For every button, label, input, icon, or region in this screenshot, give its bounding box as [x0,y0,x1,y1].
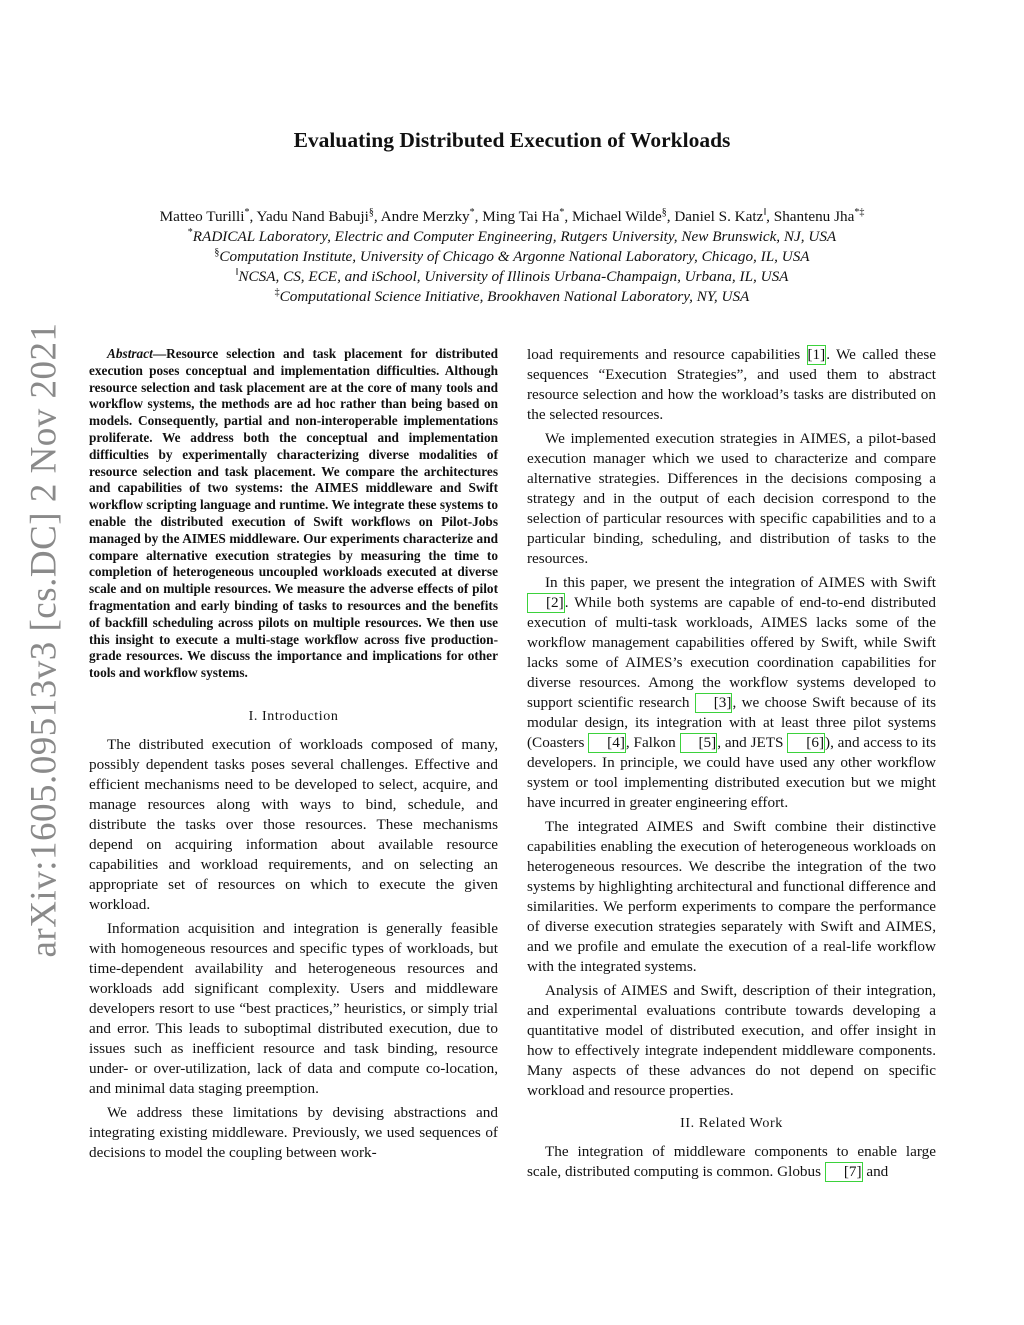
affiliation [60,247,964,267]
affiliation [60,267,964,287]
citation-link[interactable]: [2] [527,593,565,613]
body-paragraph: Information acquisition and integration is generally feasible with homogeneous resources and specific types of workloads, but time-dependent availability and heterogeneous resources and workloads add significant complexity. Users and middleware developers resort to use “best practices,” heuristics, or simply trial and error. This leads to suboptimal distributed execution, due to issues such as inefficient resource and task binding, resource under- or over-utilization, lack of data and compute co-location, and minimal data staging preemption. [89,919,498,1097]
paragraph-text: . We called these sequences “Execution Strategies”, and used them to abstract resource selection and how the workload’s tasks are distributed on the selected resources. [527,346,936,423]
author-name: , Yadu Nand Babuji [249,208,369,225]
author-name: , Daniel S. Katz [666,208,764,225]
paragraph-text: and [862,1163,889,1180]
body-paragraph: The distributed execution of workloads composed of many, possibly dependent tasks poses several challenges. Effective and efficient mechanisms need to be developed to select, acquire, and manage resources along with ways to bind, schedule, and distribute the tasks over those resources. These mechanisms depend on acquiring information about available resource capabilities and workload requirements, and on selecting an appropriate set of resources on which to execute the given workload. [89,735,498,913]
abstract-text: —Resource selection and task placement for distributed execution poses conceptual and implementation difficulties. Although resource selection and task placement are at the core of many tools and workflow systems, the methods are ad hoc rather than being based on models. Consequently, partial and non-interoperable implementations proliferate. We address both the conceptual and implementation difficulties by experimentally characterizing diverse modalities of resource selection and task placement. We compare the architectures and capabilities of two systems: the AIMES middleware and Swift workflow scripting language and runtime. We integrate these systems to enable the distributed execution of Swift workflows on Pilot-Jobs managed by the AIMES middleware. Our experiments characterize and compare alternative execution strategies by measuring the time to completion of heterogeneous uncoupled workloads executed at diverse scale and on multiple resources. We measure the adverse effects of pilot fragmentation and early binding of tasks to resources and the benefits of backfill scheduling across pilots on multiple resources. We then use this insight to execute a multi-stage workflow across five production-grade resources. We discuss the importance and implications for other tools and workflow systems. [89,346,498,681]
body-paragraph: The integrated AIMES and Swift combine their distinctive capabilities enabling the execution of heterogeneous workloads on heterogeneous resources. We describe the integration of the two systems by highlighting architectural and functional difference and similarities. We perform experiments to compare the performance of diverse execution strategies separately with Swift and AIMES, and we profile and emulate the execution of a real-life workflow with the integrated systems. [527,818,936,975]
author-name: Matteo Turilli [159,208,245,225]
affiliation [60,227,964,247]
affiliation-text: RADICAL Laboratory, Electric and Computer Engineering, Rutgers University, New Brunswick, NJ, USA [192,228,837,245]
paragraph-text: . While both systems are capable of end-to-end distributed execution of multi-task workloads, AIMES lacks some of the workflow management capabilities offered by Swift, while Swift lacks some of AIMES’s execution coordination capabilities for diverse resources. Among the workflow systems developed to support scientific research [527,594,936,711]
paragraph-text: , Falkon [625,734,680,751]
paragraph-text: The integration of middleware components to enable large scale, distributed computing is common. Globus [527,1143,936,1180]
affiliation-mark: § [214,247,220,258]
author-mark: ‖ [763,207,767,218]
author-name: , Andre Merzky [373,208,470,225]
body-paragraph [527,345,936,425]
author-name: , Shantenu Jha [766,208,855,225]
paragraph-text: load requirements and resource capabilities [527,346,807,363]
affiliation-list [60,227,964,307]
author-name: , Michael Wilde [564,208,662,225]
author-name: , Ming Tai Ha [474,208,560,225]
section-heading-introduction: I. Introduction [248,708,339,724]
affiliation-mark: ‡ [274,287,280,298]
citation-link[interactable]: [5] [680,733,718,753]
citation-link[interactable]: [6] [787,733,825,753]
affiliation-text: NCSA, CS, ECE, and iSchool, University of Illinois Urbana-Champaign, Urbana, IL, USA [238,268,789,285]
paper-title: Evaluating Distributed Execution of Workloads [293,128,731,152]
affiliation-mark: * [187,227,193,238]
paragraph-text: , we choose Swift because of its modular design, its integration with at least three pilot systems (Coasters [527,694,936,751]
author-mark: * [244,207,250,218]
citation-link[interactable]: [4] [588,733,626,753]
citation-link[interactable]: [3] [695,693,733,713]
body-paragraph: We address these limitations by devising abstractions and integrating existing middleware. Previously, we used sequences of decisions to model the coupling between work- [89,1103,498,1161]
affiliation-text: Computation Institute, University of Chicago & Argonne National Laboratory, Chicago, IL, USA [219,248,810,265]
affiliation-text: Computational Science Initiative, Brookhaven National Laboratory, NY, USA [279,288,750,305]
right-column [527,345,936,1186]
abstract-label: Abstract [107,346,153,361]
author-mark: * [559,207,565,218]
body-paragraph: Analysis of AIMES and Swift, description of their integration, and experimental evaluations contribute towards developing a quantitative model of distributed execution, and offer insight in how to effectively integrate independent middleware components. Many aspects of these advances do not depend on specific workload and resource properties. [527,982,936,1099]
body-paragraph [527,1142,936,1182]
paragraph-text: ), and access to its developers. In principle, we could have used any other workflow system or tool implementing distributed execution but we might have incurred in greater engineering effort. [527,734,936,811]
body-paragraph [527,573,936,813]
author-mark: § [368,207,374,218]
citation-link[interactable]: [7] [825,1162,863,1182]
affiliation-mark: ‖ [235,267,239,278]
author-mark: *‡ [854,207,865,218]
paragraph-text: In this paper, we present the integration of AIMES with Swift [545,574,936,591]
abstract [89,346,498,682]
arxiv-stamp: arXiv:1605.09513v3 [cs.DC] 2 Nov 2021 [23,322,65,958]
author-mark: § [661,207,667,218]
body-paragraph: We implemented execution strategies in AIMES, a pilot-based execution manager which we used to characterize and compare alternative strategies. Differences in the decisions composing a strategy and in the output of each decision correspond to the selection of particular resources with specific capabilities and to a particular binding, scheduling, and distribution of tasks to the resources. [527,430,936,567]
left-column [89,346,498,1167]
author-mark: * [469,207,475,218]
author-list [60,207,964,227]
paragraph-text: , and JETS [717,734,788,751]
citation-link[interactable]: [1] [807,346,826,363]
section-heading-related-work: II. Related Work [680,1116,783,1131]
affiliation [60,287,964,307]
